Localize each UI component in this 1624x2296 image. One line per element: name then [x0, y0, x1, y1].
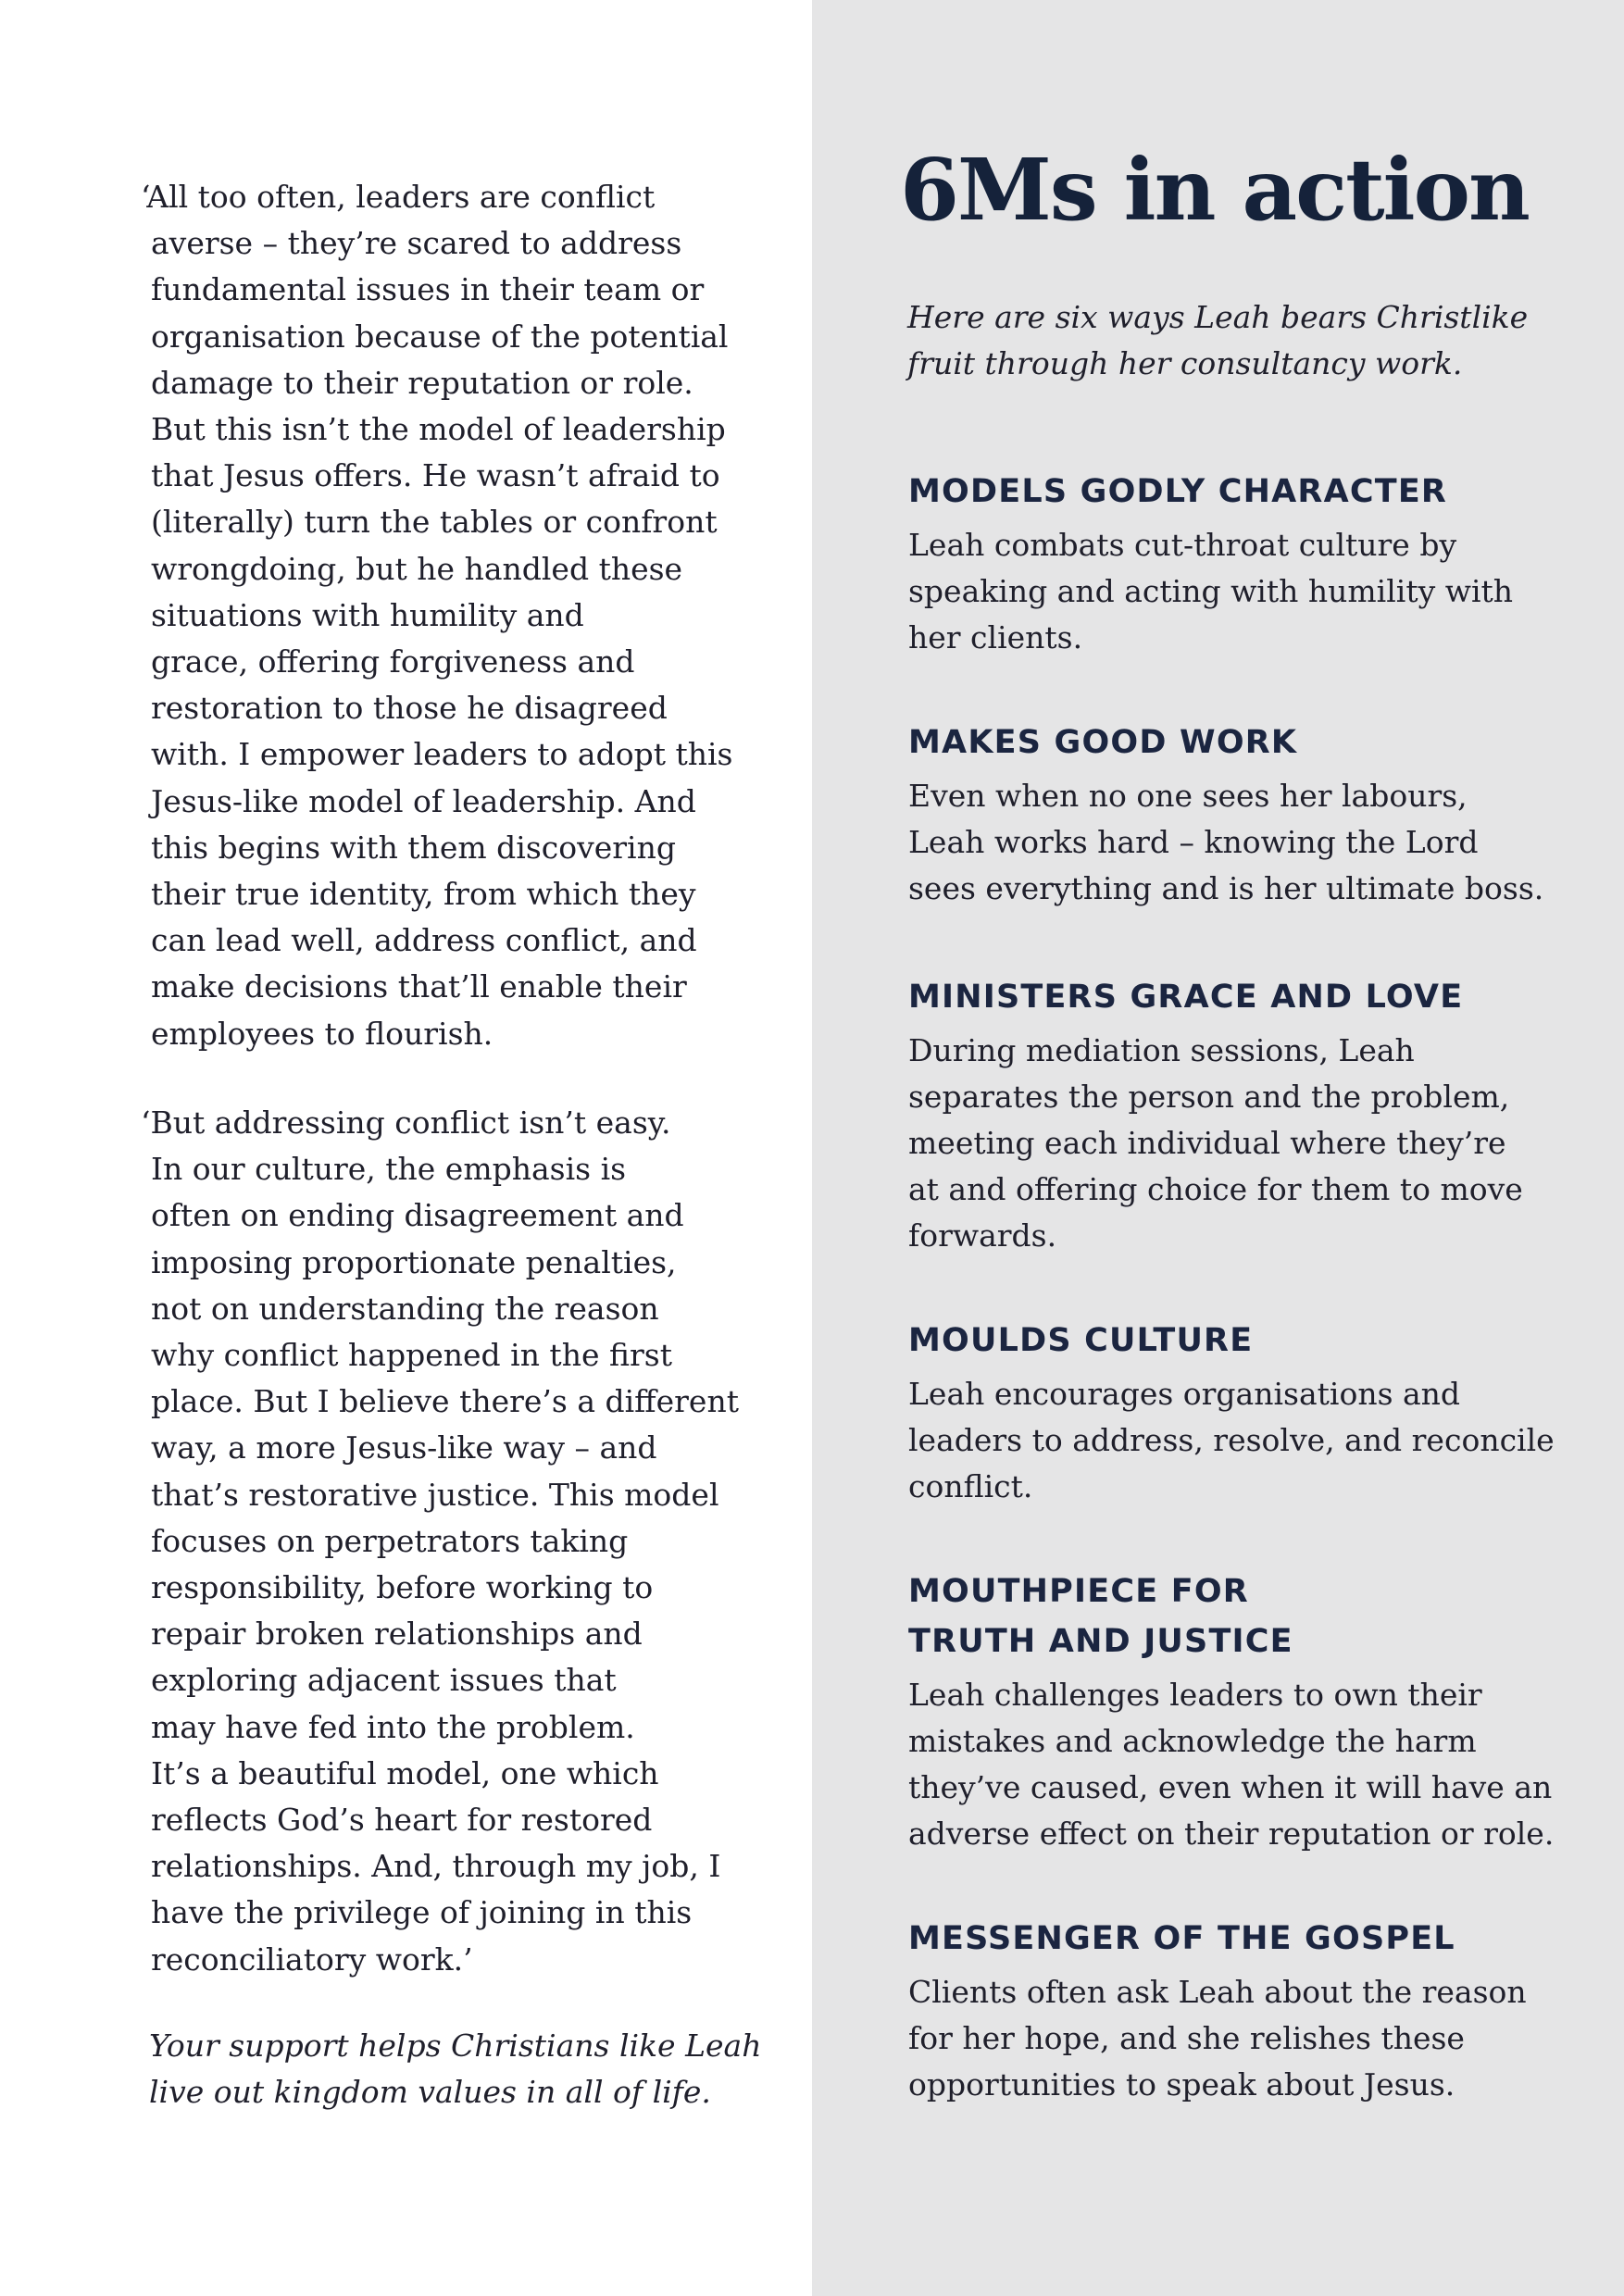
section-body-line: conflict. [908, 1468, 1033, 1504]
quote-line: (literally) turn the tables or confront [151, 504, 718, 541]
quote-line: way, a more Jesus-like way – and [151, 1429, 657, 1466]
quote-line: can lead well, address conflict, and [151, 922, 697, 959]
section-body [908, 773, 1556, 912]
section-body-line: Leah combats cut-throat culture by [908, 527, 1457, 563]
section-body-line: During mediation sessions, Leah [908, 1032, 1415, 1068]
section-body-line: Leah encourages organisations and [908, 1376, 1461, 1412]
section-body [908, 1969, 1556, 2108]
section-body-line: forwards. [908, 1217, 1057, 1254]
section-heading-line: MINISTERS GRACE AND LOVE [908, 979, 1464, 1016]
quote-line: But this isn’t the model of leadership [151, 411, 726, 448]
closing-note [149, 2023, 760, 2115]
quote-line: averse – they’re scared to address [151, 225, 682, 262]
quote-line: often on ending disagreement and [151, 1197, 684, 1234]
section-messenger-of-the-gospel [908, 1914, 1556, 2108]
quote-line: In our culture, the emphasis is [151, 1151, 627, 1188]
section-heading-line: MESSENGER OF THE GOSPEL [908, 1920, 1455, 1957]
quote-line: It’s a beautiful model, one which [151, 1754, 659, 1791]
quote-line: reflects God’s heart for restored [151, 1802, 653, 1839]
quote-line: reconciliatory work.’ [151, 1940, 473, 1978]
intro-line: Here are six ways Leah bears Christlike [907, 299, 1529, 335]
section-body-line: Leah works hard – knowing the Lord [908, 824, 1479, 860]
section-heading [908, 718, 1556, 767]
quote-line: responsibility, before working to [151, 1569, 654, 1606]
quote-line: damage to their reputation or role. [151, 364, 693, 401]
section-body-line: meeting each individual where they’re [908, 1125, 1506, 1161]
quote-line: organisation because of the potential [151, 318, 729, 355]
section-heading-line: MOUTHPIECE FOR [908, 1573, 1249, 1610]
quote-line: with. I empower leaders to adopt this [151, 736, 733, 773]
section-body-line: at and offering choice for them to move [908, 1171, 1523, 1207]
section-body-line: her clients. [908, 619, 1083, 655]
section-makes-good-work [908, 718, 1556, 912]
quote-line: place. But I believe there’s a different [151, 1383, 739, 1420]
quote-line: may have fed into the problem. [151, 1708, 635, 1745]
section-body-line: Clients often ask Leah about the reason [908, 1974, 1527, 2010]
section-body-line: adverse effect on their reputation or role. [908, 1816, 1555, 1852]
quote-line: their true identity, from which they [151, 876, 696, 913]
section-heading [908, 467, 1556, 517]
quote-line: have the privilege of joining in this [151, 1894, 693, 1931]
quote-paragraph-2 [141, 1100, 752, 1983]
section-heading [908, 1914, 1556, 1964]
quote-line: situations with humility and [151, 596, 584, 633]
section-heading-line: MOULDS CULTURE [908, 1322, 1254, 1359]
page-title: 6Ms in action [900, 140, 1529, 240]
closing-note-line: Your support helps Christians like Leah [149, 2028, 762, 2064]
quote-line: not on understanding the reason [151, 1290, 659, 1327]
closing-note-line: live out kingdom values in all of life. [149, 2074, 711, 2110]
quote-line: fundamental issues in their team or [151, 271, 705, 308]
section-moulds-culture [908, 1316, 1556, 1510]
quote-line: that Jesus offers. He wasn’t afraid to [151, 457, 720, 494]
intro-text [907, 294, 1528, 387]
section-body [908, 1672, 1556, 1857]
quote-line: employees to flourish. [151, 1015, 493, 1052]
section-body-line: sees everything and is her ultimate boss. [908, 870, 1544, 906]
section-body-line: Leah challenges leaders to own their [908, 1677, 1482, 1713]
quote-line: this begins with them discovering [151, 829, 676, 866]
quote-line: ‘But addressing conflict isn’t easy. [141, 1104, 671, 1141]
section-body [908, 1371, 1556, 1510]
section-body-line: they’ve caused, even when it will have an [908, 1769, 1553, 1805]
section-heading-line: TRUTH AND JUSTICE [908, 1623, 1293, 1660]
section-body [908, 1028, 1556, 1259]
quote-paragraph-1 [141, 174, 752, 1057]
section-body-line: opportunities to speak about Jesus. [908, 2066, 1455, 2103]
quote-line: grace, offering forgiveness and [151, 643, 635, 680]
section-mouthpiece-for-truth-and-justice [908, 1566, 1556, 1857]
quote-line: wrongdoing, but he handled these [151, 550, 683, 587]
section-body-line: Even when no one sees her labours, [908, 778, 1468, 814]
section-heading [908, 1316, 1556, 1366]
section-heading [908, 972, 1556, 1022]
section-heading-line: MODELS GODLY CHARACTER [908, 473, 1448, 510]
quote-line: focuses on perpetrators taking [151, 1522, 629, 1559]
section-body-line: separates the person and the problem, [908, 1079, 1510, 1115]
quote-line: exploring adjacent issues that [151, 1662, 617, 1699]
quote-line: repair broken relationships and [151, 1616, 643, 1653]
quote-line: that’s restorative justice. This model [151, 1476, 719, 1513]
section-body [908, 522, 1556, 661]
quote-line: relationships. And, through my job, I [151, 1848, 721, 1885]
section-body-line: mistakes and acknowledge the harm [908, 1723, 1477, 1759]
section-models-godly-character [908, 467, 1556, 661]
quote-line: ‘All too often, leaders are conflict [141, 179, 656, 215]
quote-line: restoration to those he disagreed [151, 690, 668, 727]
section-heading [908, 1566, 1556, 1666]
section-body-line: for her hope, and she relishes these [908, 2020, 1465, 2056]
quote-line: make decisions that’ll enable their [151, 968, 687, 1005]
quote-line: imposing proportionate penalties, [151, 1243, 677, 1280]
section-body-line: speaking and acting with humility with [908, 573, 1514, 609]
intro-line: fruit through her consultancy work. [907, 345, 1463, 381]
section-heading-line: MAKES GOOD WORK [908, 724, 1298, 761]
quote-line: why conflict happened in the first [151, 1337, 672, 1374]
section-body-line: leaders to address, resolve, and reconcile [908, 1422, 1555, 1458]
quote-line: Jesus-like model of leadership. And [151, 782, 696, 819]
section-ministers-grace-and-love [908, 972, 1556, 1259]
